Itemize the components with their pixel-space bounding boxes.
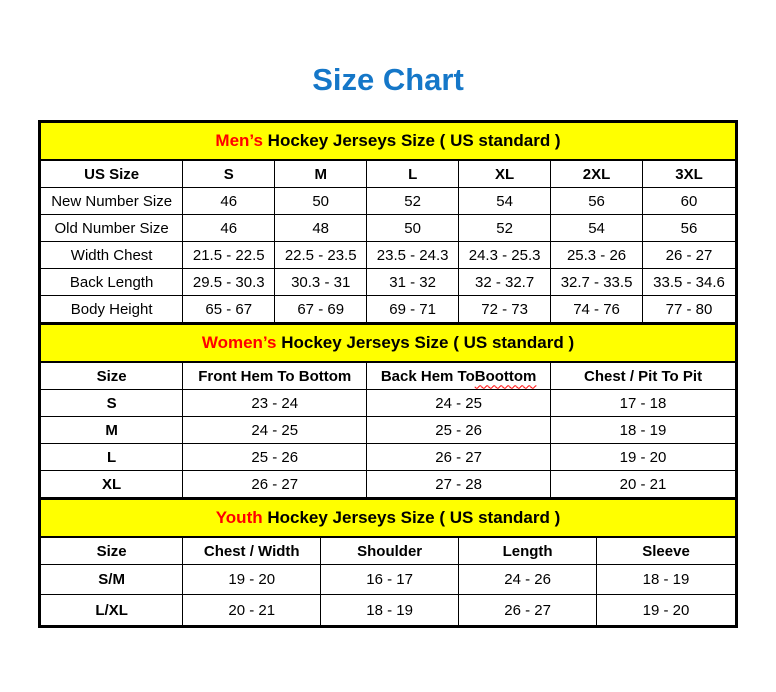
section-header-text: Hockey Jerseys Size ( US standard ) [262, 131, 561, 150]
row-label: XL [41, 471, 183, 497]
table-cell: 23 - 24 [183, 390, 367, 416]
table-cell: 50 [367, 215, 459, 241]
column-header: Front Hem To Bottom [183, 363, 367, 389]
table-cell: 25.3 - 26 [551, 242, 643, 268]
table-cell: 22.5 - 23.5 [275, 242, 367, 268]
table-cell: 25 - 26 [367, 417, 551, 443]
table-cell: 26 - 27 [367, 444, 551, 470]
table-cell: 24 - 25 [367, 390, 551, 416]
section-header-womens [41, 323, 735, 363]
column-header: L [367, 161, 459, 187]
column-header: Length [459, 538, 597, 564]
table-cell: 26 - 27 [665, 246, 713, 264]
table-cell: 32 - 32.7 [459, 269, 551, 295]
table-cell: 46 [183, 188, 275, 214]
row-label: L [41, 444, 183, 470]
table-row [41, 188, 735, 215]
section-header-accent: Women’s [201, 333, 277, 352]
table-row [41, 215, 735, 242]
table-cell: 46 [183, 215, 275, 241]
table-cell: 23.5 - 24.3 [367, 242, 459, 268]
column-header: Sleeve [642, 542, 690, 560]
table-cell: 19 - 20 [642, 601, 690, 619]
table-row [41, 242, 735, 269]
section-header-accent: Men’s [215, 131, 263, 150]
table-cell: 26 - 27 [183, 471, 367, 497]
column-header: Size [41, 538, 183, 564]
section-header-youth [41, 498, 735, 538]
table-cell: 52 [367, 188, 459, 214]
table-cell: 33.5 - 34.6 [653, 273, 725, 291]
table-cell: 18 - 19 [321, 595, 459, 625]
column-header: XL [459, 161, 551, 187]
table-cell: 74 - 76 [551, 296, 643, 322]
table-cell: 27 - 28 [367, 471, 551, 497]
column-header: Size [41, 363, 183, 389]
youth-table [41, 538, 735, 625]
column-header [367, 363, 551, 389]
row-label: S/M [41, 565, 183, 594]
table-row [41, 595, 735, 625]
table-row [41, 417, 735, 444]
column-header: M [275, 161, 367, 187]
table-cell: 16 - 17 [321, 565, 459, 594]
table-cell: 56 [551, 188, 643, 214]
row-label: M [41, 417, 183, 443]
table-row [41, 269, 735, 296]
table-cell: 52 [459, 215, 551, 241]
table-cell: 54 [551, 215, 643, 241]
table-cell: 24.3 - 25.3 [459, 242, 551, 268]
table-cell: 69 - 71 [367, 296, 459, 322]
table-cell: 24 - 25 [183, 417, 367, 443]
row-label: Back Length [41, 269, 183, 295]
row-label: Old Number Size [41, 215, 183, 241]
column-header: 2XL [551, 161, 643, 187]
table-cell: 24 - 26 [459, 565, 597, 594]
mens-table [41, 161, 735, 323]
table-cell: 72 - 73 [459, 296, 551, 322]
row-label: L/XL [41, 595, 183, 625]
table-row [41, 390, 735, 417]
womens-table [41, 363, 735, 498]
table-row [41, 565, 735, 595]
table-cell: 50 [275, 188, 367, 214]
table-cell: 21.5 - 22.5 [183, 242, 275, 268]
table-row [41, 471, 735, 498]
table-cell: 77 - 80 [665, 300, 713, 318]
table-cell: 54 [459, 188, 551, 214]
section-header-accent: Youth [215, 508, 263, 527]
column-header: 3XL [675, 165, 703, 183]
column-header: Chest / Pit To Pit [584, 367, 703, 385]
table-cell: 67 - 69 [275, 296, 367, 322]
table-cell: 18 - 19 [642, 571, 690, 588]
mens-header-row [41, 161, 735, 188]
size-chart-table-group [38, 120, 738, 628]
table-row [41, 296, 735, 323]
table-cell: 56 [680, 219, 698, 237]
table-cell: 32.7 - 33.5 [551, 269, 643, 295]
section-header-text: Hockey Jerseys Size ( US standard ) [262, 508, 561, 527]
row-label: S [41, 390, 183, 416]
column-header: US Size [41, 161, 183, 187]
section-header-text: Hockey Jerseys Size ( US standard ) [276, 333, 575, 352]
table-cell: 65 - 67 [183, 296, 275, 322]
column-header: S [183, 161, 275, 187]
table-cell: 31 - 32 [367, 269, 459, 295]
table-cell: 25 - 26 [183, 444, 367, 470]
row-label: Width Chest [41, 242, 183, 268]
table-cell: 60 [680, 192, 698, 210]
column-header: Chest / Width [183, 538, 321, 564]
column-header: Shoulder [321, 538, 459, 564]
table-cell: 48 [275, 215, 367, 241]
table-cell: 26 - 27 [459, 595, 597, 625]
youth-header-row [41, 538, 735, 565]
table-cell: 29.5 - 30.3 [183, 269, 275, 295]
womens-header-row [41, 363, 735, 390]
column-header-text: Back Hem To [380, 367, 475, 385]
table-cell: 30.3 - 31 [275, 269, 367, 295]
misspelled-word: Boottom [474, 367, 537, 385]
table-cell: 19 - 20 [619, 448, 667, 466]
row-label: Body Height [41, 296, 183, 322]
table-cell: 19 - 20 [183, 565, 321, 594]
table-cell: 17 - 18 [619, 394, 667, 412]
section-header-mens [41, 123, 735, 161]
table-cell: 20 - 21 [619, 475, 667, 493]
table-cell: 20 - 21 [183, 595, 321, 625]
table-row [41, 444, 735, 471]
table-cell: 18 - 19 [619, 421, 667, 439]
row-label: New Number Size [41, 188, 183, 214]
page-title: Size Chart [312, 62, 464, 97]
